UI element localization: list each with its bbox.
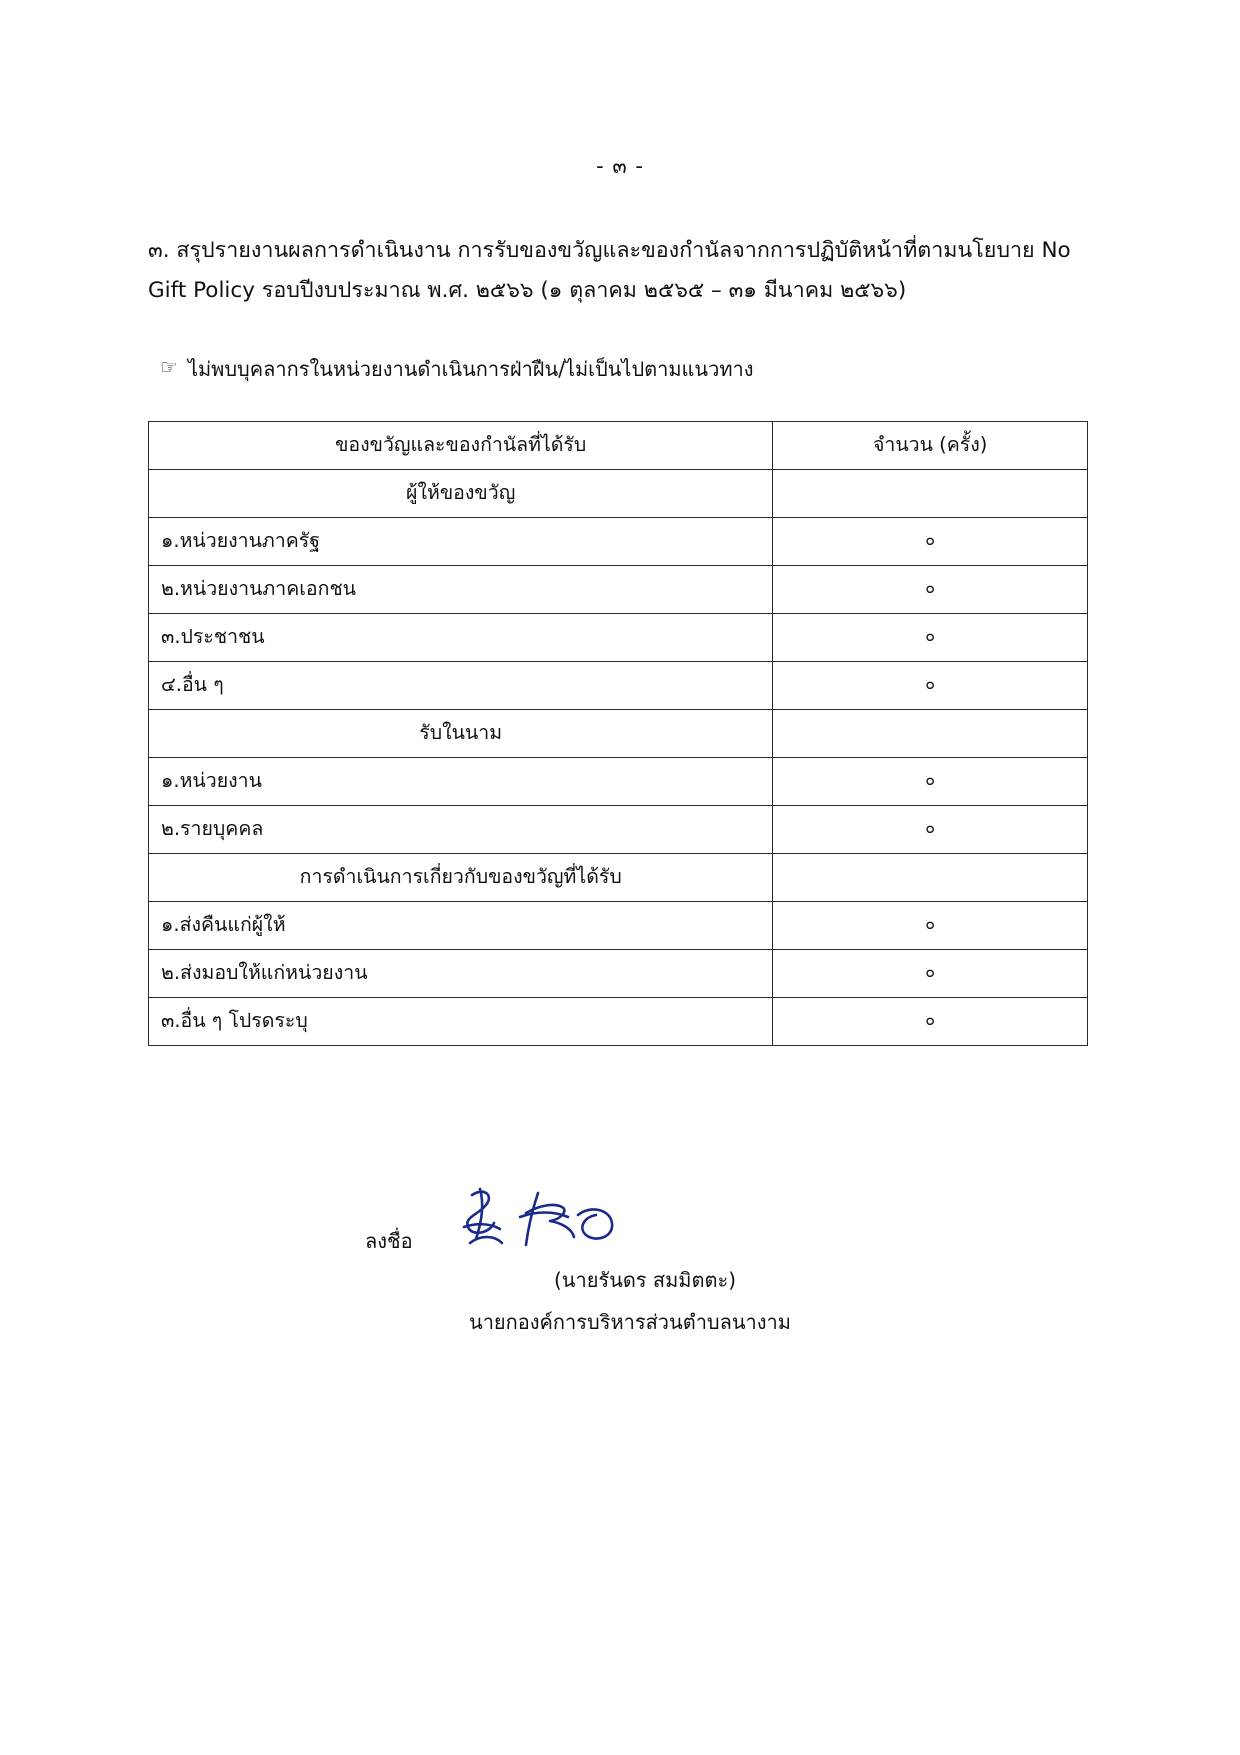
- item-count: ๐: [773, 517, 1088, 565]
- item-label: ๓.ประชาชน: [149, 613, 773, 661]
- table-row: [149, 853, 1088, 901]
- item-label: ๒.รายบุคคล: [149, 805, 773, 853]
- table-row: [149, 613, 1088, 661]
- table-row: [149, 949, 1088, 997]
- item-label: ๒.ส่งมอบให้แก่หน่วยงาน: [149, 949, 773, 997]
- table-row: [149, 469, 1088, 517]
- signature-label: ลงชื่อ: [365, 1228, 413, 1253]
- table-row: [149, 709, 1088, 757]
- item-label: ๑.ส่งคืนแก่ผู้ให้: [149, 901, 773, 949]
- item-label: ๒.หน่วยงานภาคเอกชน: [149, 565, 773, 613]
- item-label: ๑.หน่วยงานภาครัฐ: [149, 517, 773, 565]
- signatory-position: นายกองค์การบริหารส่วนตำบลนางาม: [469, 1309, 791, 1334]
- item-count: ๐: [773, 757, 1088, 805]
- table-row: [149, 565, 1088, 613]
- item-count: ๐: [773, 949, 1088, 997]
- table-row: [149, 517, 1088, 565]
- page-number: - ๓ -: [596, 154, 644, 178]
- gift-summary-table: [148, 421, 1088, 1046]
- item-label: ๔.อื่น ๆ: [149, 661, 773, 709]
- item-count: ๐: [773, 661, 1088, 709]
- item-count: ๐: [773, 613, 1088, 661]
- table-row: [149, 901, 1088, 949]
- item-label: ๑.หน่วยงาน: [149, 757, 773, 805]
- column-header-gift-type: ของขวัญและของกำนัลที่ได้รับ: [149, 421, 773, 469]
- item-count: ๐: [773, 565, 1088, 613]
- item-count: ๐: [773, 997, 1088, 1045]
- section-count: [773, 853, 1088, 901]
- item-count: ๐: [773, 901, 1088, 949]
- section-count: [773, 469, 1088, 517]
- table-header-row: [149, 421, 1088, 469]
- item-count: ๐: [773, 805, 1088, 853]
- section-count: [773, 709, 1088, 757]
- compliance-note: [160, 353, 1240, 385]
- section-label: รับในนาม: [149, 709, 773, 757]
- table-row: [149, 997, 1088, 1045]
- item-label: ๓.อื่น ๆ โปรดระบุ: [149, 997, 773, 1045]
- table-row: [149, 805, 1088, 853]
- section-label: การดำเนินการเกี่ยวกับของขวัญที่ได้รับ: [149, 853, 773, 901]
- section-heading: ๓. สรุปรายงานผลการดำเนินงาน การรับของขวัญและของกำนัลจากการปฏิบัติหน้าที่ตามนโยบาย No Gift Policy รอบปีงบประมาณ พ.ศ. ๒๕๖๖ (๑ ตุลาคม ๒๕๖๕ – ๓๑ มีนาคม ๒๕๖๖): [148, 238, 1071, 303]
- pointing-hand-icon: ☞: [160, 354, 178, 379]
- signatory-name: (นายรันดร สมมิตตะ): [553, 1267, 737, 1292]
- signature-mark: [450, 1177, 640, 1272]
- section-label: ผู้ให้ของขวัญ: [149, 469, 773, 517]
- table-row: [149, 661, 1088, 709]
- compliance-note-text: ไม่พบบุคลากรในหน่วยงานดำเนินการฝ่าฝืน/ไม่เป็นไปตามแนวทาง: [187, 356, 754, 381]
- table-row: [149, 757, 1088, 805]
- column-header-count: จำนวน (ครั้ง): [773, 421, 1088, 469]
- signature-block: [0, 1166, 1240, 1338]
